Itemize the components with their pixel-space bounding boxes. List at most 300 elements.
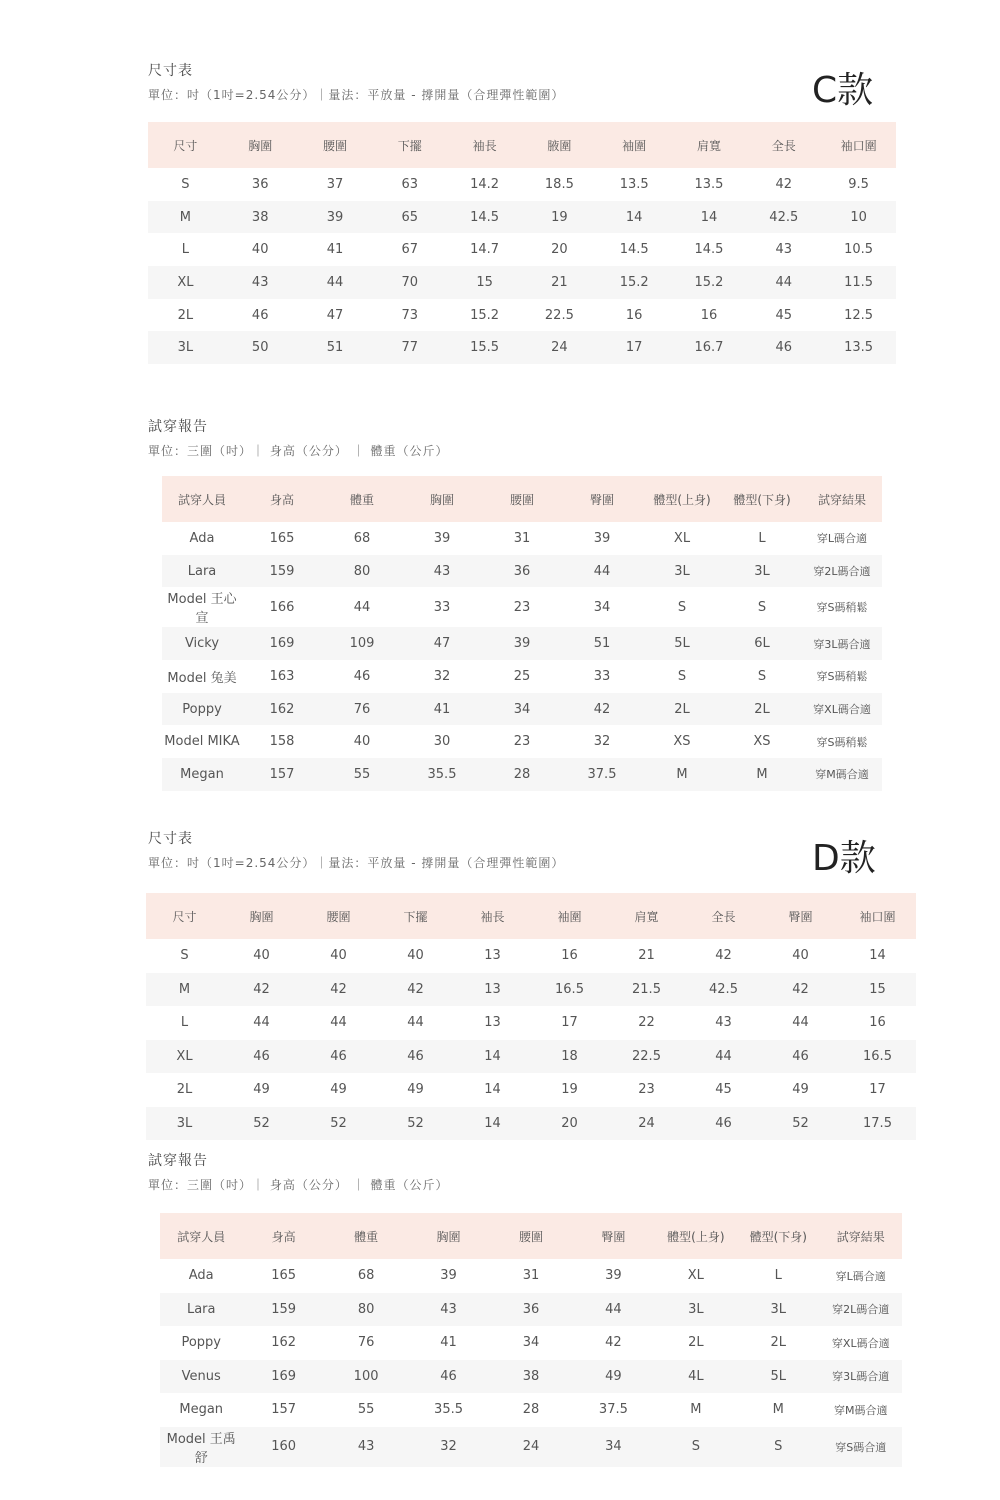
d-fit-cell: 80 [325, 1293, 407, 1327]
d-size-row [146, 1107, 916, 1141]
d-size-cell: 52 [377, 1107, 454, 1141]
c-fit-cell: 30 [433, 734, 451, 750]
d-size-cell: 49 [407, 1082, 424, 1098]
c-size-cell: 44 [746, 266, 821, 299]
c-fit-cell: 穿M碼合適 [802, 758, 882, 791]
d-size-heading [148, 828, 564, 871]
d-fit-cell: S [655, 1427, 737, 1467]
d-size-cell: 40 [792, 948, 809, 964]
d-size-cell: XL [146, 1040, 223, 1074]
c-fit-heading [148, 416, 448, 459]
d-size-cell: L [180, 1015, 189, 1031]
c-size-row [148, 233, 896, 266]
d-fit-cell: 5L [737, 1360, 819, 1394]
d-fit-cell: 36 [490, 1293, 572, 1327]
c-size-cell: 67 [401, 242, 419, 258]
d-fit-cell: 39 [605, 1268, 622, 1284]
c-size-cell: 36 [251, 176, 269, 192]
d-fit-cell: S [737, 1427, 819, 1467]
c-size-header-cell: 胸圍 [223, 122, 298, 168]
c-size-unit: 單位：吋（1吋=2.54公分）｜量法：平放量 - 撐開量（合理彈性範圍） [148, 88, 565, 102]
d-fit-header-row [160, 1213, 902, 1259]
d-fit-row [160, 1293, 902, 1327]
c-fit-cell: 穿XL碼合適 [802, 693, 882, 726]
c-fit-cell: S [677, 668, 687, 684]
d-size-header-cell: 胸圍 [223, 893, 300, 939]
c-fit-cell: 41 [402, 693, 482, 726]
c-fit-cell: 39 [482, 627, 562, 660]
d-size-header-cell: 臀圍 [762, 893, 839, 939]
c-fit-header-cell: 體重 [322, 476, 402, 522]
d-fit-header-cell: 體型(上身) [655, 1213, 737, 1259]
c-size-cell: 15 [447, 266, 522, 299]
c-size-cell: 46 [251, 307, 269, 323]
c-size-cell: 43 [775, 242, 793, 258]
d-fit-cell: 49 [572, 1360, 654, 1394]
d-size-cell: 22 [638, 1015, 655, 1031]
c-fit-cell: 166 [269, 599, 295, 615]
d-fit-cell: 44 [572, 1293, 654, 1327]
c-fit-cell: 2L [642, 693, 722, 726]
c-fit-cell: 109 [322, 627, 402, 660]
c-size-header-cell: 袖口圍 [821, 122, 896, 168]
c-size-row [148, 266, 896, 299]
d-fit-cell: M [690, 1402, 702, 1418]
d-fit-row [160, 1360, 902, 1394]
c-fit-cell: 46 [353, 668, 371, 684]
d-size-cell: 40 [330, 948, 347, 964]
c-size-header-cell: 袖長 [447, 122, 522, 168]
c-size-cell: 10 [821, 201, 896, 234]
d-size-cell: 42 [223, 973, 300, 1007]
d-size-cell: 13 [484, 1015, 501, 1031]
d-size-cell: 20 [531, 1107, 608, 1141]
c-size-cell: 46 [746, 331, 821, 364]
c-size-cell: 15.2 [597, 266, 672, 299]
d-size-cell: 42.5 [685, 973, 762, 1007]
c-fit-row [162, 758, 882, 791]
d-size-cell: 18 [531, 1040, 608, 1074]
d-fit-cell: 2L [688, 1335, 704, 1351]
c-size-row [148, 201, 896, 234]
c-fit-cell: Lara [162, 555, 242, 588]
c-size-header-cell: 袖圍 [597, 122, 672, 168]
d-size-cell: S [180, 948, 189, 964]
c-fit-unit: 單位：三圍（吋）｜ 身高（公分） ｜ 體重（公斤） [148, 444, 449, 458]
d-size-cell: 16.5 [839, 1040, 916, 1074]
c-size-cell: 65 [372, 201, 447, 234]
c-fit-cell: Ada [189, 530, 215, 546]
c-size-cell: 38 [223, 201, 298, 234]
d-fit-cell: 34 [572, 1427, 654, 1467]
c-size-cell: 14.7 [470, 242, 500, 258]
c-fit-cell: 39 [433, 530, 451, 546]
c-fit-cell: 68 [353, 530, 371, 546]
c-size-cell: 13.5 [619, 176, 649, 192]
d-fit-row [160, 1326, 902, 1360]
c-fit-cell: Model 兔美 [167, 670, 237, 686]
d-size-cell: 42 [300, 973, 377, 1007]
c-fit-cell: 76 [322, 693, 402, 726]
d-size-cell: 14 [869, 948, 886, 964]
d-fit-cell: 37.5 [598, 1402, 628, 1418]
d-size-cell: 14 [454, 1040, 531, 1074]
d-size-cell: 15 [839, 973, 916, 1007]
c-size-cell: 2L [177, 307, 194, 323]
d-size-cell: 52 [762, 1107, 839, 1141]
d-size-cell: 44 [792, 1015, 809, 1031]
d-fit-cell: 41 [440, 1335, 457, 1351]
c-size-cell: 20 [551, 242, 568, 258]
c-fit-cell: 穿2L碼合適 [802, 555, 882, 588]
c-fit-cell: 35.5 [402, 758, 482, 791]
c-size-cell: 22.5 [544, 307, 574, 323]
d-size-cell: 23 [638, 1082, 655, 1098]
d-size-title: 尺寸表 [148, 831, 193, 847]
c-fit-cell: Poppy [162, 693, 242, 726]
d-fit-cell: 39 [440, 1268, 457, 1284]
d-fit-header-cell: 體型(下身) [737, 1213, 819, 1259]
d-size-cell: 49 [253, 1082, 270, 1098]
c-fit-header-cell: 體型(下身) [722, 476, 802, 522]
d-fit-cell: Ada [188, 1268, 214, 1284]
c-size-header-cell: 腋圍 [522, 122, 597, 168]
d-fit-cell: 34 [522, 1335, 540, 1351]
c-fit-cell: 23 [513, 599, 531, 615]
c-fit-cell: 80 [322, 555, 402, 588]
c-fit-row [162, 693, 882, 726]
d-fit-cell: Lara [160, 1293, 242, 1327]
d-size-header-cell: 全長 [685, 893, 762, 939]
d-size-cell: 49 [792, 1082, 809, 1098]
c-fit-cell: Megan [162, 758, 242, 791]
d-fit-cell: 32 [407, 1427, 489, 1467]
c-style-badge: C款 [812, 70, 874, 111]
c-fit-cell: XS [673, 734, 691, 750]
c-size-cell: 14 [672, 201, 747, 234]
c-size-cell: 9.5 [848, 176, 869, 192]
c-fit-cell: 159 [242, 555, 322, 588]
d-fit-header-cell: 試穿結果 [820, 1213, 903, 1259]
d-size-cell: 40 [407, 948, 424, 964]
c-fit-cell: 158 [269, 734, 295, 750]
c-size-cell: 40 [251, 242, 269, 258]
d-size-cell: 43 [715, 1015, 732, 1031]
c-size-cell: M [148, 201, 223, 234]
d-size-row [146, 1073, 916, 1107]
d-fit-cell: 穿XL碼合適 [831, 1336, 890, 1350]
d-size-header-cell: 袖長 [454, 893, 531, 939]
c-fit-cell: 33 [593, 668, 611, 684]
c-fit-cell: 43 [402, 555, 482, 588]
d-size-cell: 21 [638, 948, 655, 964]
c-size-cell: 15.5 [447, 331, 522, 364]
c-size-cell: 15.2 [672, 266, 747, 299]
c-fit-header-cell: 臀圍 [562, 476, 642, 522]
c-fit-cell: 39 [593, 530, 611, 546]
d-size-cell: 16 [869, 1015, 886, 1031]
d-size-cell: 13 [484, 948, 501, 964]
d-fit-header-cell: 胸圍 [407, 1213, 489, 1259]
c-fit-cell: S [757, 599, 767, 615]
c-size-header-row [148, 122, 896, 168]
c-fit-cell: L [758, 530, 766, 546]
d-fit-cell: 162 [271, 1335, 297, 1351]
c-fit-cell: 163 [269, 668, 295, 684]
c-fit-cell: M [642, 758, 722, 791]
d-size-cell: 17.5 [839, 1107, 916, 1141]
c-fit-cell: M [722, 758, 802, 791]
c-size-row [148, 299, 896, 332]
d-size-cell: M [146, 973, 223, 1007]
c-fit-cell: 25 [513, 668, 531, 684]
c-size-cell: 37 [326, 176, 344, 192]
d-size-cell: 24 [608, 1107, 685, 1141]
c-size-row [148, 168, 896, 201]
d-fit-cell: M [772, 1402, 784, 1418]
c-fit-cell: Model MIKA [164, 734, 240, 750]
c-fit-cell: 6L [722, 627, 802, 660]
d-size-cell: 44 [253, 1015, 270, 1031]
d-size-header-cell: 下擺 [377, 893, 454, 939]
d-fit-row [160, 1259, 902, 1293]
d-fit-cell: 43 [325, 1427, 407, 1467]
c-size-cell: XL [148, 266, 223, 299]
d-fit-cell: Venus [160, 1360, 242, 1394]
c-size-cell: S [181, 176, 190, 192]
c-fit-cell: S [757, 668, 767, 684]
d-fit-cell: 穿L碼合適 [835, 1269, 886, 1283]
c-size-cell: 13.5 [821, 331, 896, 364]
c-fit-header-cell: 胸圍 [402, 476, 482, 522]
d-size-cell: 46 [762, 1040, 839, 1074]
d-fit-cell: 穿2L碼合適 [820, 1293, 903, 1327]
c-size-cell: 16 [700, 307, 718, 323]
c-size-cell: 42.5 [746, 201, 821, 234]
c-size-cell: 77 [372, 331, 447, 364]
d-fit-header-cell: 腰圍 [490, 1213, 572, 1259]
d-fit-row [160, 1393, 902, 1427]
d-fit-cell: 169 [242, 1360, 324, 1394]
d-fit-cell: Model 王禹舒 [160, 1427, 242, 1467]
c-fit-cell: Model 王心宣 [167, 592, 237, 627]
c-fit-cell: 5L [642, 627, 722, 660]
c-fit-header-cell: 身高 [242, 476, 322, 522]
d-size-header-cell: 袖口圍 [839, 893, 916, 939]
d-fit-cell: XL [687, 1268, 704, 1284]
c-size-heading [148, 60, 564, 103]
c-fit-cell: 34 [593, 599, 611, 615]
d-fit-cell: 穿S碼合適 [820, 1427, 903, 1467]
c-size-cell: 50 [223, 331, 298, 364]
c-fit-cell: 23 [513, 734, 531, 750]
c-size-cell: 12.5 [844, 307, 874, 323]
c-fit-cell: Vicky [162, 627, 242, 660]
c-fit-row [162, 627, 882, 660]
d-size-cell: 52 [300, 1107, 377, 1141]
c-size-cell: 70 [372, 266, 447, 299]
d-size-cell: 44 [685, 1040, 762, 1074]
d-size-cell: 17 [561, 1015, 578, 1031]
c-fit-header-cell: 腰圍 [482, 476, 562, 522]
d-size-cell: 42 [377, 973, 454, 1007]
d-size-cell: 3L [146, 1107, 223, 1141]
c-fit-cell: 3L [642, 555, 722, 588]
d-size-unit: 單位：吋（1吋=2.54公分）｜量法：平放量 - 撐開量（合理彈性範圍） [148, 856, 565, 870]
d-fit-cell: 159 [242, 1293, 324, 1327]
d-fit-cell: Megan [179, 1402, 224, 1418]
c-size-cell: 18.5 [544, 176, 574, 192]
c-fit-cell: 169 [242, 627, 322, 660]
c-size-header-cell: 肩寬 [672, 122, 747, 168]
c-fit-cell: 31 [513, 530, 531, 546]
c-size-header-cell: 下擺 [372, 122, 447, 168]
d-size-header-row [146, 893, 916, 939]
d-size-cell: 46 [377, 1040, 454, 1074]
c-size-cell: 47 [326, 307, 344, 323]
c-fit-cell: 穿L碼合適 [816, 532, 868, 546]
d-fit-cell: 4L [655, 1360, 737, 1394]
c-fit-cell: 28 [482, 758, 562, 791]
c-size-row [148, 331, 896, 364]
c-size-header-cell: 腰圍 [298, 122, 373, 168]
c-size-header-cell: 尺寸 [148, 122, 223, 168]
c-fit-cell: 32 [433, 668, 451, 684]
d-fit-cell: 157 [271, 1402, 297, 1418]
d-fit-cell: 160 [242, 1427, 324, 1467]
c-size-cell: 45 [775, 307, 793, 323]
c-size-cell: 63 [401, 176, 419, 192]
d-size-cell: 46 [223, 1040, 300, 1074]
c-size-cell: L [181, 242, 190, 258]
c-fit-table [162, 476, 882, 791]
c-size-cell: 39 [298, 201, 373, 234]
d-size-header-cell: 袖圍 [531, 893, 608, 939]
d-size-cell: 16.5 [531, 973, 608, 1007]
d-size-cell: 21.5 [608, 973, 685, 1007]
d-size-cell: 46 [685, 1107, 762, 1141]
c-size-table [148, 122, 896, 364]
c-size-cell: 21 [522, 266, 597, 299]
c-fit-cell: 穿S碼稍鬆 [816, 601, 868, 615]
c-fit-header-row [162, 476, 882, 522]
d-size-row [146, 1040, 916, 1074]
c-fit-row [162, 587, 882, 627]
c-size-cell: 14.5 [447, 201, 522, 234]
c-fit-row [162, 660, 882, 693]
c-fit-header-cell: 試穿結果 [802, 476, 882, 522]
d-fit-header-cell: 身高 [242, 1213, 324, 1259]
c-fit-row [162, 725, 882, 758]
d-size-cell: 42 [762, 973, 839, 1007]
c-size-cell: 41 [326, 242, 344, 258]
d-fit-cell: 46 [407, 1360, 489, 1394]
c-fit-cell: 37.5 [562, 758, 642, 791]
c-fit-cell: 40 [353, 734, 371, 750]
c-fit-cell: 51 [562, 627, 642, 660]
d-size-row [146, 939, 916, 973]
d-fit-cell: L [774, 1268, 782, 1284]
d-fit-unit: 單位：三圍（吋）｜ 身高（公分） ｜ 體重（公斤） [148, 1178, 449, 1192]
d-size-header-cell: 腰圍 [300, 893, 377, 939]
c-size-cell: 73 [401, 307, 419, 323]
c-fit-header-cell: 試穿人員 [162, 476, 242, 522]
d-size-row [146, 973, 916, 1007]
d-fit-cell: 165 [271, 1268, 297, 1284]
c-size-cell: 14.5 [619, 242, 649, 258]
d-fit-heading [148, 1150, 448, 1193]
c-size-cell: 15.2 [470, 307, 500, 323]
d-fit-cell: 28 [522, 1402, 540, 1418]
d-size-cell: 44 [330, 1015, 347, 1031]
d-size-cell: 52 [223, 1107, 300, 1141]
c-fit-cell: 33 [433, 599, 451, 615]
d-fit-cell: 3L [655, 1293, 737, 1327]
c-fit-cell: 44 [562, 555, 642, 588]
d-fit-cell: 68 [357, 1268, 375, 1284]
d-fit-cell: 2L [770, 1335, 787, 1351]
c-fit-cell: 47 [402, 627, 482, 660]
d-size-table [146, 893, 916, 1140]
d-fit-cell: 100 [325, 1360, 407, 1394]
c-fit-cell: XS [753, 734, 771, 750]
d-fit-cell: 35.5 [434, 1402, 463, 1418]
d-size-cell: 40 [253, 948, 270, 964]
d-size-cell: 2L [176, 1082, 193, 1098]
c-size-cell: 17 [597, 331, 672, 364]
c-fit-cell: 穿S碼稍鬆 [816, 735, 868, 749]
c-fit-cell: 165 [269, 530, 295, 546]
c-fit-cell: 42 [562, 693, 642, 726]
c-fit-cell: 44 [353, 599, 371, 615]
c-fit-cell: 55 [322, 758, 402, 791]
c-fit-cell: 34 [482, 693, 562, 726]
d-size-cell: 19 [561, 1082, 578, 1098]
c-size-cell: 44 [298, 266, 373, 299]
c-fit-cell: 3L [722, 555, 802, 588]
c-size-cell: 51 [298, 331, 373, 364]
d-fit-row [160, 1427, 902, 1467]
c-size-cell: 3L [148, 331, 223, 364]
c-fit-cell: XL [673, 530, 691, 546]
c-fit-cell: 穿S碼稍鬆 [816, 670, 868, 684]
c-size-cell: 11.5 [821, 266, 896, 299]
c-fit-cell: 穿3L碼合適 [802, 627, 882, 660]
c-size-cell: 19 [522, 201, 597, 234]
d-fit-cell: 3L [737, 1293, 819, 1327]
d-fit-cell: Poppy [181, 1335, 221, 1351]
c-size-cell: 16.7 [672, 331, 747, 364]
c-fit-cell: 162 [242, 693, 322, 726]
d-size-cell: 45 [715, 1082, 732, 1098]
d-size-row [146, 1006, 916, 1040]
c-fit-cell: 36 [482, 555, 562, 588]
d-fit-cell: 76 [357, 1335, 375, 1351]
c-fit-cell: 157 [242, 758, 322, 791]
d-fit-table [160, 1213, 902, 1467]
d-fit-cell: 42 [605, 1335, 622, 1351]
d-size-cell: 46 [300, 1040, 377, 1074]
c-size-cell: 14.2 [470, 176, 500, 192]
d-fit-cell: 55 [357, 1402, 375, 1418]
c-size-cell: 43 [223, 266, 298, 299]
c-fit-title: 試穿報告 [148, 419, 208, 435]
d-size-cell: 16 [561, 948, 578, 964]
c-size-cell: 42 [775, 176, 793, 192]
c-size-cell: 10.5 [844, 242, 874, 258]
d-size-cell: 42 [715, 948, 732, 964]
c-size-cell: 13.5 [694, 176, 724, 192]
